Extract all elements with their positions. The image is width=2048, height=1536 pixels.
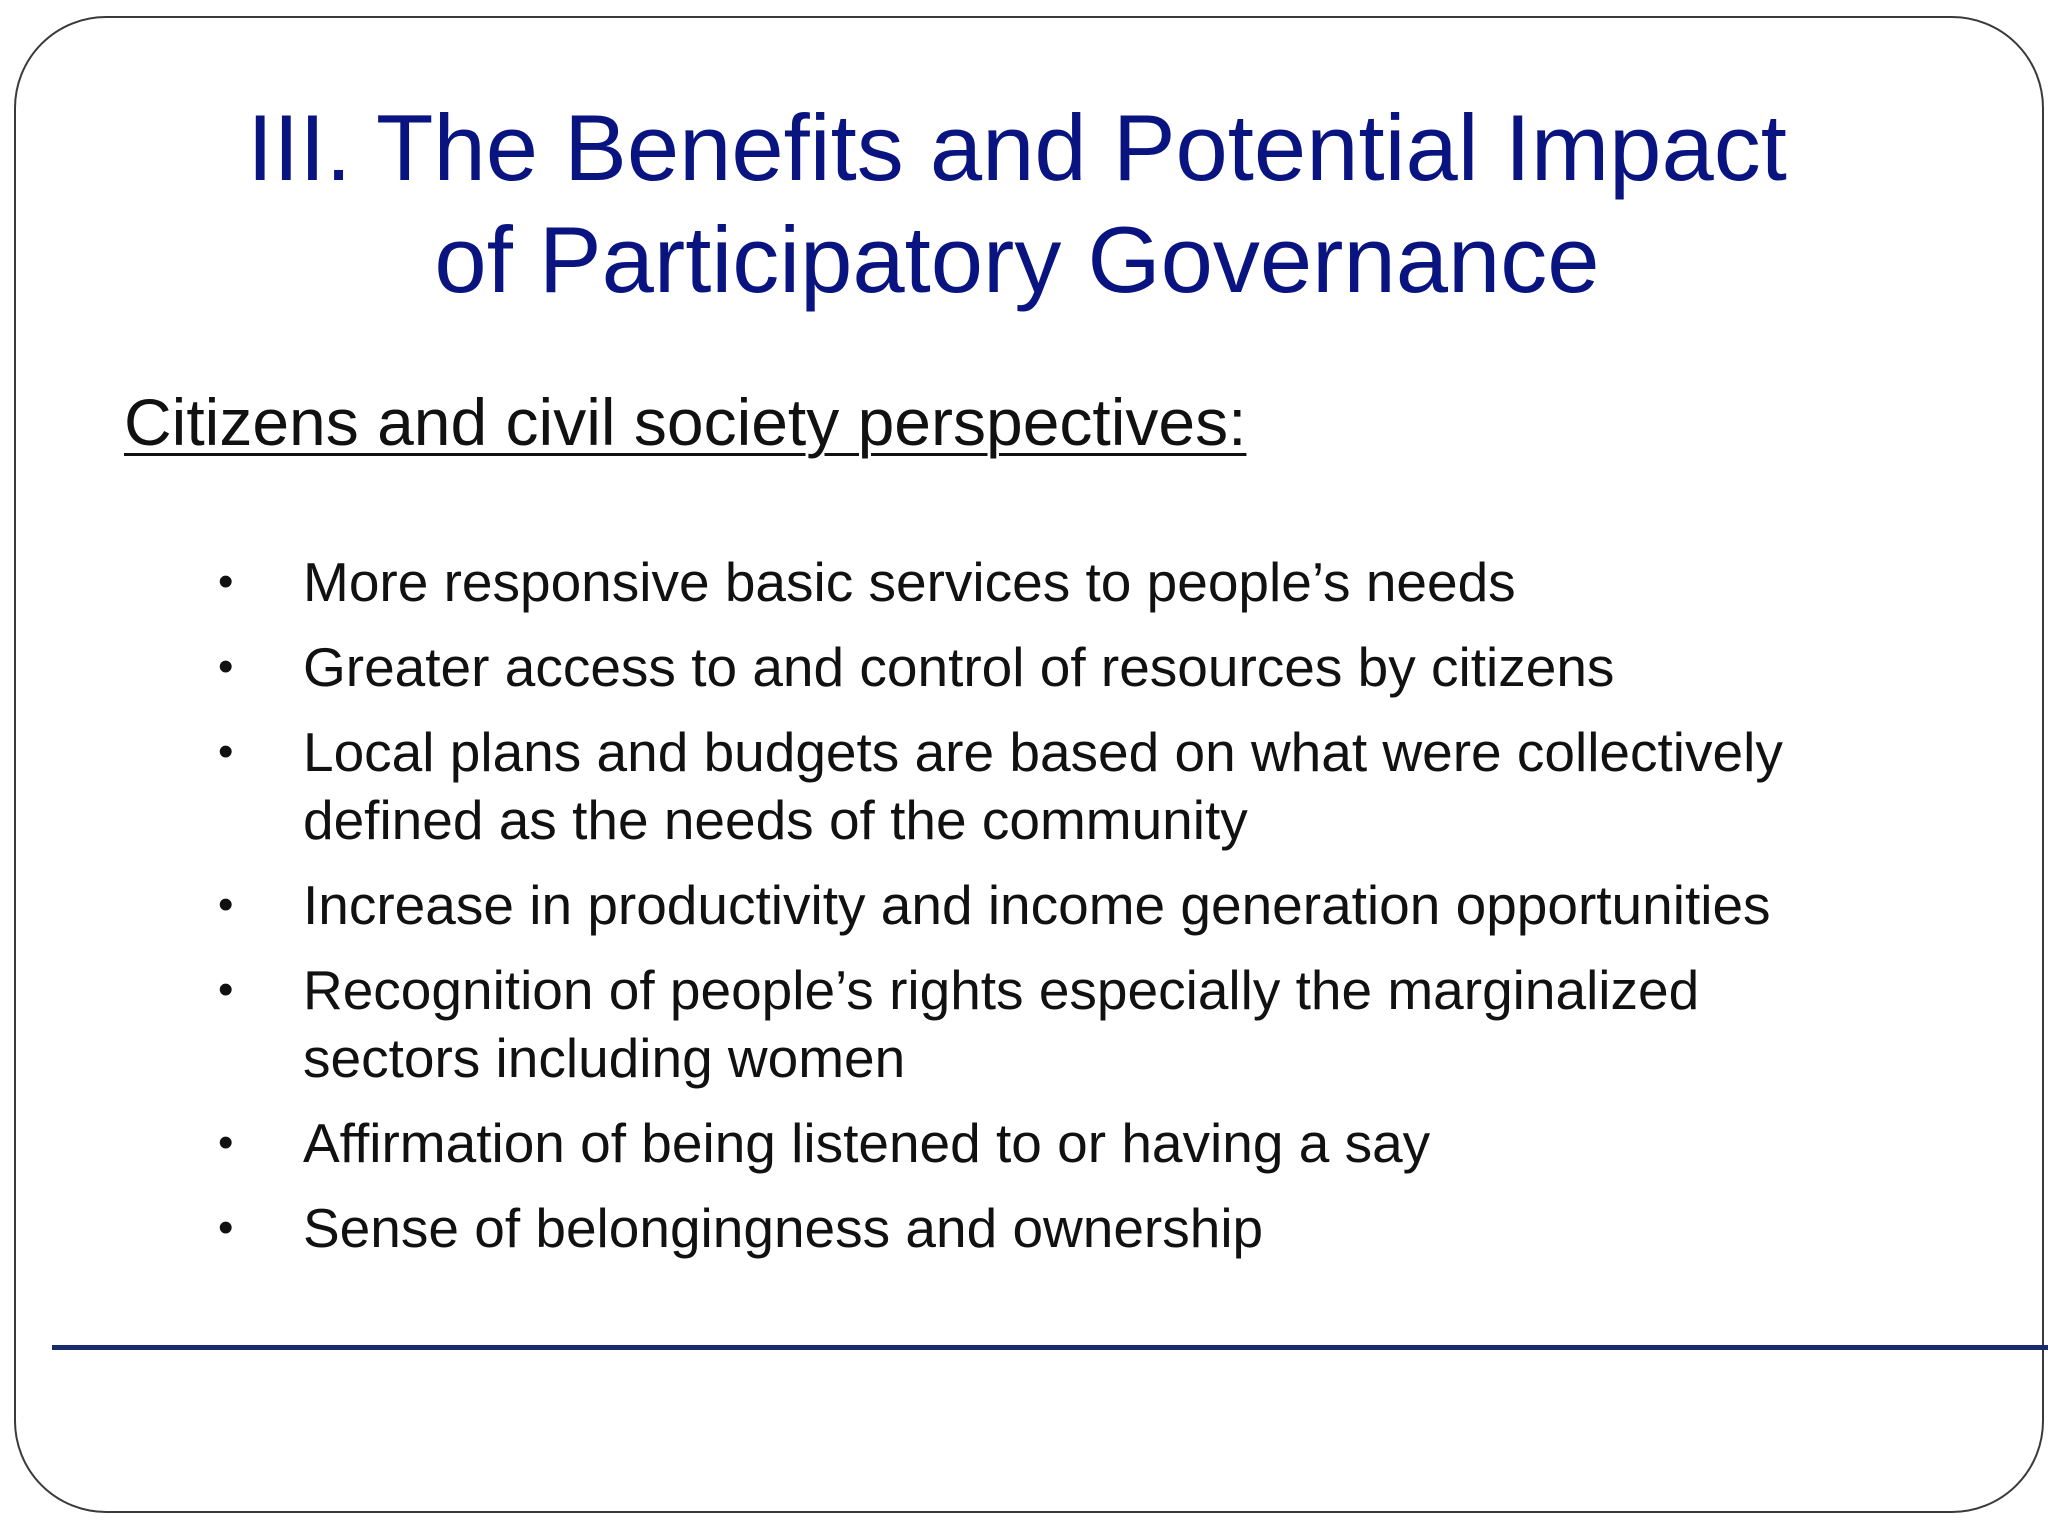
slide-title-line-1: III. The Benefits and Potential Impact bbox=[247, 95, 1787, 200]
bullet-icon: • bbox=[218, 880, 234, 929]
bullet-icon: • bbox=[218, 1203, 234, 1252]
bullet-icon: • bbox=[218, 727, 234, 776]
bullet-text: Local plans and budgets are based on what were collectively defined as the needs of the community bbox=[303, 721, 1783, 851]
bullet-icon: • bbox=[218, 642, 234, 691]
bullet-icon: • bbox=[218, 1118, 234, 1167]
slide-title bbox=[0, 92, 2034, 316]
bullet-text: Recognition of people’s rights especially the marginalized sectors including women bbox=[303, 959, 1700, 1089]
bullet-item bbox=[218, 718, 1858, 854]
slide-title-line-2: of Participatory Governance bbox=[434, 207, 1600, 312]
footer-divider bbox=[52, 1345, 2048, 1350]
bullet-item bbox=[218, 956, 1858, 1092]
bullet-item bbox=[218, 1109, 1858, 1177]
bullet-text: Increase in productivity and income generation opportunities bbox=[303, 874, 1771, 936]
bullet-list bbox=[218, 548, 1858, 1279]
bullet-text: More responsive basic services to people’s needs bbox=[303, 551, 1516, 613]
bullet-icon: • bbox=[218, 557, 234, 606]
bullet-text: Affirmation of being listened to or having a say bbox=[303, 1112, 1431, 1174]
section-subtitle: Citizens and civil society perspectives: bbox=[124, 385, 1247, 459]
bullet-item bbox=[218, 548, 1858, 616]
bullet-text: Greater access to and control of resources by citizens bbox=[303, 636, 1615, 698]
bullet-item bbox=[218, 871, 1858, 939]
bullet-icon: • bbox=[218, 965, 234, 1014]
bullet-text: Sense of belongingness and ownership bbox=[303, 1197, 1264, 1259]
bullet-item bbox=[218, 1194, 1858, 1262]
bullet-item bbox=[218, 633, 1858, 701]
